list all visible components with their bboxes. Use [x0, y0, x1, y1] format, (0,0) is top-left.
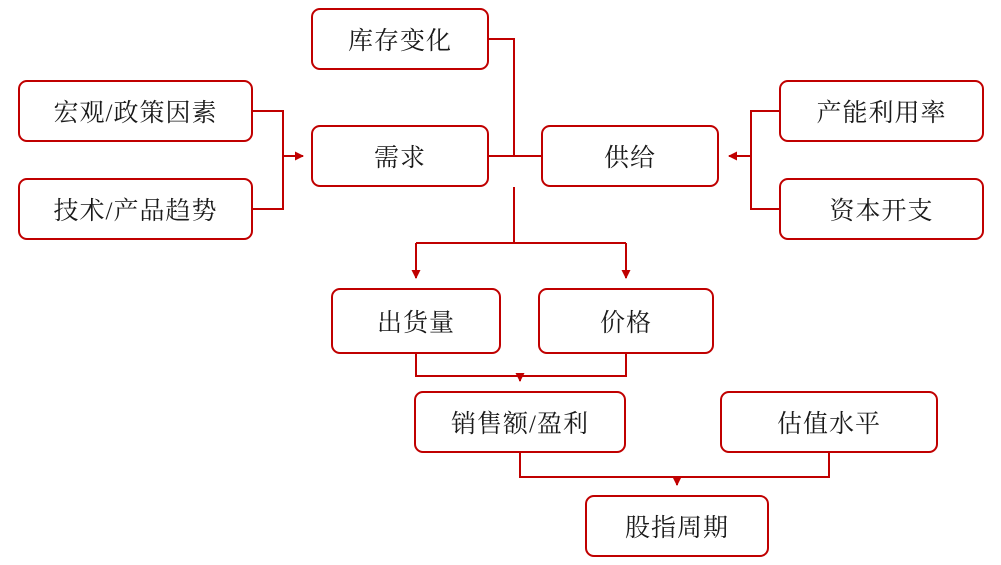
edge-tech-demand: [253, 156, 283, 209]
node-supply[interactable]: [541, 125, 719, 187]
node-tech-label: 技术/产品趋势: [53, 198, 218, 225]
node-inventory[interactable]: [311, 8, 489, 70]
node-sales[interactable]: [414, 391, 626, 453]
node-supply-label: 供给: [603, 145, 656, 172]
node-price-label: 价格: [599, 310, 652, 337]
node-sales-label: 销售额/盈利: [451, 411, 589, 438]
node-valuation[interactable]: [720, 391, 938, 453]
edge-shipments-price-join: [416, 354, 626, 376]
node-cycle-label: 股指周期: [624, 515, 729, 542]
node-demand[interactable]: [311, 125, 489, 187]
edge-sales-valuation-join: [520, 453, 829, 477]
node-inventory-label: 库存变化: [347, 28, 452, 55]
node-price[interactable]: [538, 288, 714, 354]
edge-capex-supply: [751, 156, 779, 209]
node-capex[interactable]: [779, 178, 984, 240]
node-tech[interactable]: [18, 178, 253, 240]
node-utilization[interactable]: [779, 80, 984, 142]
node-macro-label: 宏观/政策因素: [53, 100, 218, 127]
node-shipments-label: 出货量: [376, 310, 455, 337]
edge-macro-demand: [253, 111, 303, 156]
node-cycle[interactable]: [585, 495, 769, 557]
node-capex-label: 资本开支: [829, 198, 934, 225]
edge-inventory-bus: [489, 39, 514, 156]
edge-utilization-supply: [729, 111, 779, 156]
node-utilization-label: 产能利用率: [816, 100, 947, 127]
node-valuation-label: 估值水平: [776, 411, 881, 438]
node-shipments[interactable]: [331, 288, 501, 354]
node-macro[interactable]: [18, 80, 253, 142]
node-demand-label: 需求: [373, 145, 426, 172]
